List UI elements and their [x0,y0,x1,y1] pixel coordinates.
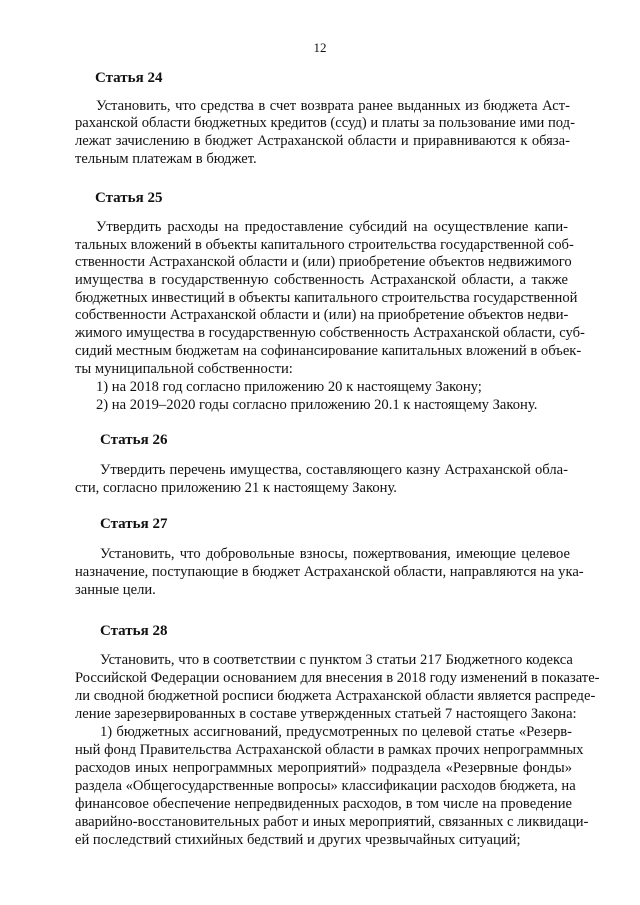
article-title: Статья 25 [95,190,163,206]
article-title: Статья 27 [100,516,168,532]
article-text-line: ственности Астраханской области и (или) приобретение объектов недвижимого [75,254,572,270]
article-title: Статья 26 [100,432,168,448]
article-text-line: занные цели. [75,582,156,598]
article-text-line: собственности Астраханской области и (или) на приобретение объектов недви- [75,307,569,323]
article-text-line: финансовое обеспечение непредвиденных расходов, в том числе на проведение [75,796,572,812]
article-text-line: Установить, что в соответствии с пунктом 3 статьи 217 Бюджетного кодекса [100,652,573,668]
article-text-line: ный фонд Правительства Астраханской области в рамках прочих непрограммных [75,742,584,758]
article-text-line: Российской Федерации основанием для внесения в 2018 году изменений в показате- [75,670,600,686]
article-text-line: ли сводной бюджетной росписи бюджета Астраханской области является распреде- [75,688,596,704]
article-text-line: лежат зачислению в бюджет Астраханской области и приравниваются к обяза- [75,133,570,149]
page-number: 12 [313,40,327,55]
article-title: Статья 24 [95,70,163,86]
article-text-line: Установить, что средства в счет возврата ранее выданных из бюджета Аст- [96,98,570,114]
article-text-line: имущества в государственную собственность Астраханской области, а также [75,272,568,288]
article-text-line: тальных вложений в объекты капитального строительства государственной соб- [75,237,574,253]
article-text-line: бюджетных инвестиций в объекты капитального строительства государственной [75,290,578,306]
article-text-line: тельным платежам в бюджет. [75,151,257,167]
article-text-line: ты муниципальной собственности: [75,361,293,377]
article-text-line: 1) на 2018 год согласно приложению 20 к настоящему Закону; [96,379,482,395]
article-text-line: аварийно-восстановительных работ и иных мероприятий, связанных с ликвидаци- [75,814,589,830]
article-text-line: раханской области бюджетных кредитов (ссуд) и платы за пользование ими под- [75,115,575,131]
article-text-line: ление зарезервированных в составе утвержденных статьей 7 настоящего Закона: [75,706,577,722]
article-text-line: Установить, что добровольные взносы, пожертвования, имеющие целевое [100,546,570,562]
article-title: Статья 28 [100,623,168,639]
article-text-line: назначение, поступающие в бюджет Астраханской области, направляются на ука- [75,564,584,580]
article-text-line: ей последствий стихийных бедствий и других чрезвычайных ситуаций; [75,832,521,848]
article-text-line: Утвердить расходы на предоставление субсидий на осуществление капи- [96,219,568,235]
article-text-line: Утвердить перечень имущества, составляющего казну Астраханской обла- [100,462,568,478]
article-text-line: сти, согласно приложению 21 к настоящему Закону. [75,480,397,496]
article-text-line: раздела «Общегосударственные вопросы» классификации расходов бюджета, на [75,778,576,794]
article-text-line: расходов иных непрограммных мероприятий» подраздела «Резервные фонды» [75,760,572,776]
article-text-line: 1) бюджетных ассигнований, предусмотренных по целевой статье «Резерв- [100,724,572,740]
article-text-line: жимого имущества в государственную собственность Астраханской области, суб- [75,325,585,341]
article-text-line: 2) на 2019–2020 годы согласно приложению 20.1 к настоящему Закону. [96,397,538,413]
article-text-line: сидий местным бюджетам на софинансирование капитальных вложений в объек- [75,343,582,359]
